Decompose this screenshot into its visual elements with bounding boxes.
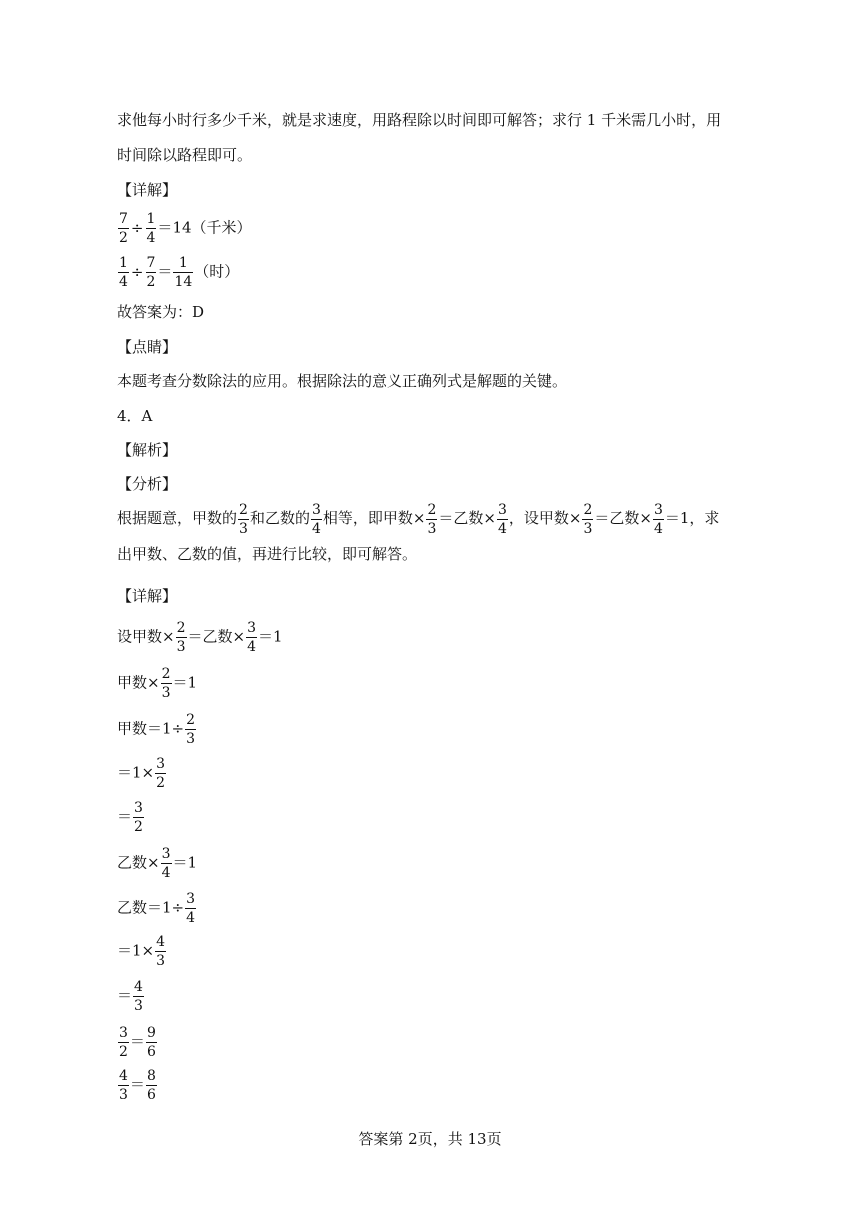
fraction: $\frac{2}{3}$ (161, 666, 171, 701)
fraction: $\frac{3}{4}$ (186, 891, 196, 926)
page-footer: 答案第 2页，共 13页 (358, 1130, 502, 1148)
fraction: $\frac{2}{3}$ (583, 501, 593, 537)
fraction: $\frac{2}{3}$ (176, 620, 186, 655)
step-4: ＝1× $\frac{3}{2}$ (117, 756, 166, 791)
fraction: $\frac{2}{3}$ (239, 501, 248, 537)
fraction: $\frac{7}{2}$ (119, 211, 128, 246)
intro-line-1: 求他每小时行多少千米，就是求速度，用路程除以时间即可解答；求行 1 千米需几小时，用 (117, 111, 722, 129)
equation-2: $\frac{1}{4}$ ÷ $\frac{7}{2}$ ＝ $\frac{1}{14}$ （时） (119, 255, 240, 290)
fraction: $\frac{3}{4}$ (497, 501, 507, 537)
step-5: ＝ $\frac{3}{2}$ (117, 800, 143, 835)
fraction: $\frac{4}{3}$ (156, 934, 166, 969)
step-11: $\frac{4}{3}$ ＝ $\frac{8}{6}$ (119, 1068, 156, 1103)
detail-heading-2: 【详解】 (117, 587, 178, 605)
step-9: ＝ $\frac{4}{3}$ (117, 979, 143, 1014)
fraction: $\frac{1}{4}$ (119, 255, 128, 290)
fenxi-heading: 【分析】 (117, 475, 178, 493)
step-7: 乙数＝1÷ $\frac{3}{4}$ (117, 891, 196, 926)
fraction: $\frac{3}{2}$ (134, 800, 143, 835)
fraction: $\frac{2}{3}$ (427, 501, 437, 537)
step-2: 甲数× $\frac{2}{3}$ ＝1 (117, 666, 198, 701)
step-10: $\frac{3}{2}$ ＝ $\frac{9}{6}$ (119, 1025, 156, 1060)
fraction: $\frac{9}{6}$ (146, 1025, 156, 1060)
fraction: $\frac{4}{3}$ (134, 979, 143, 1014)
equation-1: $\frac{7}{2}$ ÷ $\frac{1}{4}$ ＝14（千米） (119, 211, 252, 246)
comment-heading: 【点睛】 (117, 338, 178, 356)
fraction: $\frac{3}{2}$ (156, 756, 166, 791)
analysis-heading: 【解析】 (117, 441, 178, 459)
step-3: 甲数＝1÷ $\frac{2}{3}$ (117, 712, 196, 747)
fraction: $\frac{1}{4}$ (146, 211, 156, 246)
question-number: 4．A (117, 407, 153, 425)
fraction: $\frac{7}{2}$ (146, 255, 156, 290)
fraction: $\frac{3}{2}$ (119, 1025, 128, 1060)
fraction: $\frac{3}{4}$ (311, 501, 321, 537)
detail-heading: 【详解】 (117, 181, 178, 199)
analysis-paragraph: 根据题意，甲数的 $\frac{2}{3}$ 和乙数的 $\frac{3}{4}$ 相等，即甲数× $\frac{2}{3}$ ＝乙数× $\frac{3}{4}$ ，设甲数× $\frac{2}{3}$ ＝乙数× $\frac{3}{4}$ ＝1，求 出甲数、乙数的值，再进行比较，即可解答。 (117, 501, 720, 563)
intro-line-2: 时间除以路程即可。 (117, 146, 253, 164)
answer-line: 故答案为：D (117, 303, 205, 321)
fraction: $\frac{1}{14}$ (174, 255, 193, 290)
step-6: 乙数× $\frac{3}{4}$ ＝1 (117, 846, 198, 881)
fraction: $\frac{3}{4}$ (653, 501, 663, 537)
fraction: $\frac{3}{4}$ (247, 620, 256, 655)
step-8: ＝1× $\frac{4}{3}$ (117, 934, 166, 969)
step-1: 设甲数× $\frac{2}{3}$ ＝乙数× $\frac{3}{4}$ ＝1 (117, 620, 283, 655)
comment-text: 本题考查分数除法的应用。根据除法的意义正确列式是解题的关键。 (117, 372, 568, 390)
fraction: $\frac{3}{4}$ (161, 846, 171, 881)
fraction: $\frac{4}{3}$ (119, 1068, 128, 1103)
fraction: $\frac{8}{6}$ (146, 1068, 156, 1103)
fraction: $\frac{2}{3}$ (186, 712, 196, 747)
